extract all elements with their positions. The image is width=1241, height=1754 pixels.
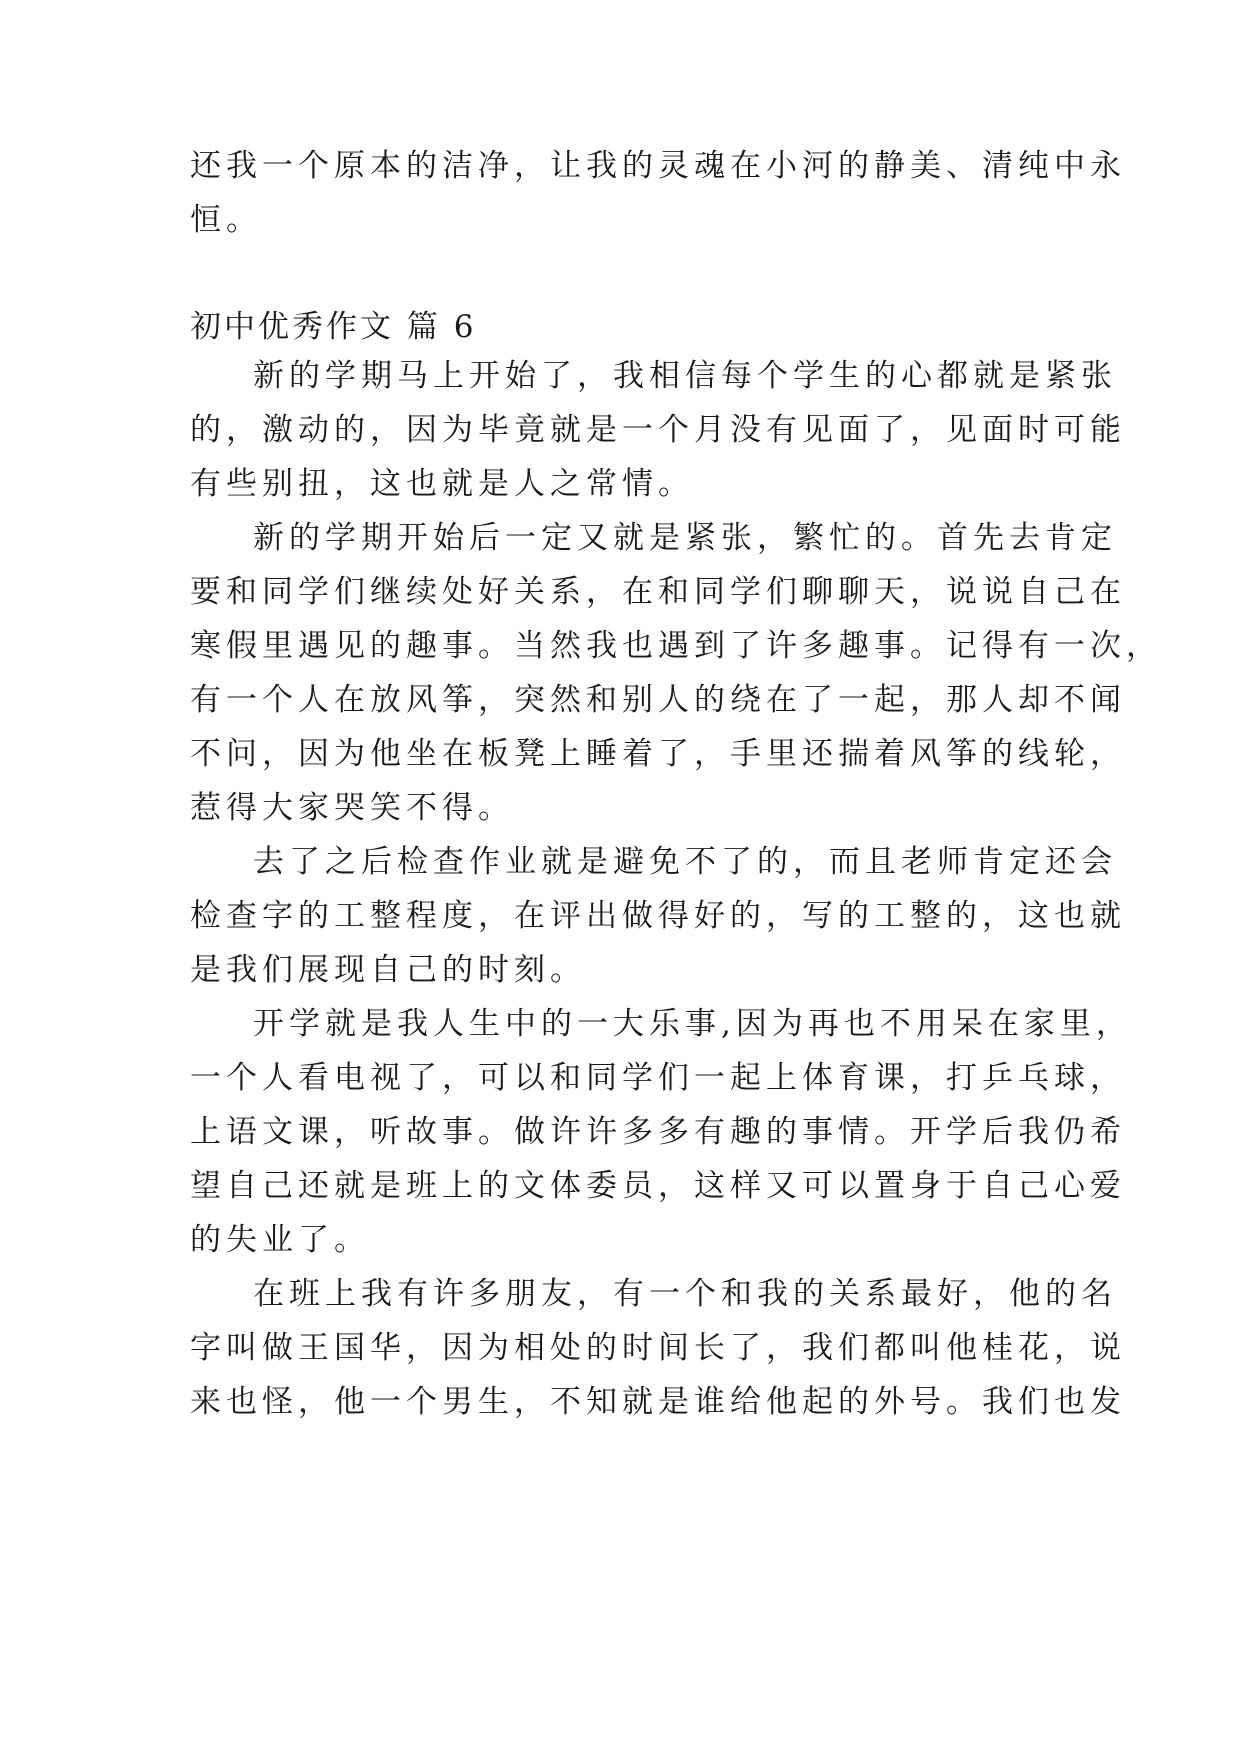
text-line: 还我一个原本的洁净，让我的灵魂在小河的静美、清纯中永 — [190, 148, 1126, 184]
text-line: 要和同学们继续处好关系，在和同学们聊聊天，说说自己在 — [190, 574, 1126, 610]
text-line: 上语文课，听故事。做许许多多有趣的事情。开学后我仍希 — [190, 1114, 1126, 1150]
paragraph-first-line: 新的学期马上开始了，我相信每个学生的心都就是紧张 — [253, 358, 1117, 394]
paragraph-first-line: 开学就是我人生中的一大乐事,因为再也不用呆在家里， — [253, 1006, 1132, 1042]
text-line: 是我们展现自己的时刻。 — [190, 952, 586, 988]
paragraph-first-line: 在班上我有许多朋友，有一个和我的关系最好，他的名 — [253, 1276, 1117, 1312]
paragraph-first-line: 新的学期开始后一定又就是紧张，繁忙的。首先去肯定 — [253, 520, 1117, 556]
text-line: 字叫做王国华，因为相处的时间长了，我们都叫他桂花，说 — [190, 1330, 1126, 1366]
text-line: 的失业了。 — [190, 1222, 370, 1258]
text-line: 一个人看电视了，可以和同学们一起上体育课，打乒乓球， — [190, 1060, 1126, 1096]
text-line: 有些别扭，这也就是人之常情。 — [190, 466, 694, 502]
text-line: 惹得大家哭笑不得。 — [190, 790, 514, 826]
paragraph-first-line: 去了之后检查作业就是避免不了的，而且老师肯定还会 — [253, 844, 1117, 880]
text-line: 的，激动的，因为毕竟就是一个月没有见面了，见面时可能 — [190, 412, 1126, 448]
text-line: 恒。 — [190, 202, 262, 238]
text-line: 不问，因为他坐在板凳上睡着了，手里还揣着风筝的线轮， — [190, 736, 1126, 772]
text-line: 检查字的工整程度，在评出做得好的，写的工整的，这也就 — [190, 898, 1126, 934]
text-line: 寒假里遇见的趣事。当然我也遇到了许多趣事。记得有一次， — [190, 628, 1162, 664]
text-line: 望自己还就是班上的文体委员，这样又可以置身于自己心爱 — [190, 1168, 1126, 1204]
text-line: 有一个人在放风筝，突然和别人的绕在了一起，那人却不闻 — [190, 682, 1126, 718]
text-line: 来也怪，他一个男生，不知就是谁给他起的外号。我们也发 — [190, 1384, 1126, 1420]
section-heading: 初中优秀作文 篇 6 — [190, 309, 477, 345]
